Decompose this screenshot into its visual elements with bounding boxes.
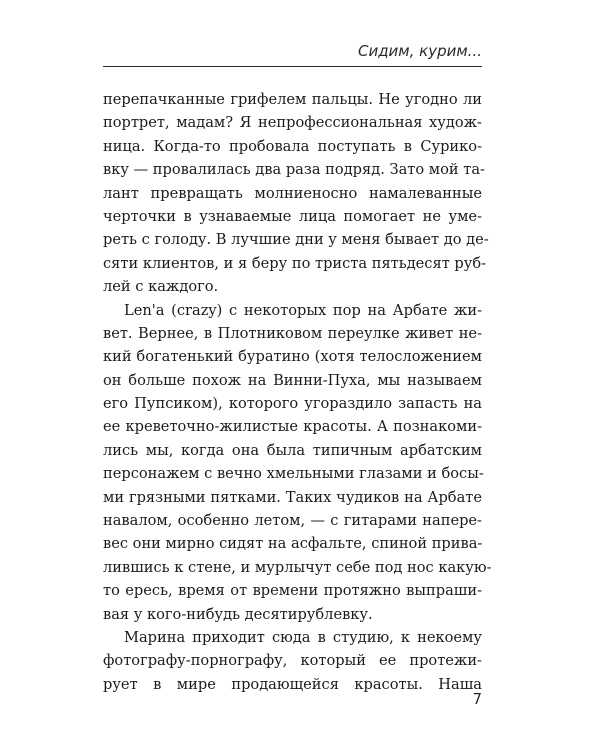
header-rule xyxy=(103,66,482,67)
text-line: вая у кого-нибудь десятирублевку. xyxy=(103,605,373,623)
text-line: лившись к стене, и мурлычут себе под нос какую- xyxy=(103,558,492,576)
body-text xyxy=(103,88,492,696)
paragraph xyxy=(103,88,489,299)
text-line: черточки в узнаваемые лица помогает не уме- xyxy=(103,207,482,225)
text-line: ница. Когда-то пробовала поступать в Сурико- xyxy=(103,137,482,155)
text-line: фотографу-порнографу, который ее протежи- xyxy=(103,652,482,670)
paragraph xyxy=(103,626,482,696)
text-line: реть с голоду. В лучшие дни у меня бывает до де- xyxy=(103,231,489,249)
page-number: 7 xyxy=(472,690,482,708)
text-line: лей с каждого. xyxy=(103,278,219,296)
paragraph xyxy=(103,299,492,626)
text-line: лант превращать молниеносно намалеванные xyxy=(103,184,482,202)
text-line: перепачканные грифелем пальцы. Не угодно ли xyxy=(103,91,482,108)
text-line: ее креветочно-жилистые красоты. А познакоми- xyxy=(103,418,482,436)
text-line: Len'a (crazy) с некоторых пор на Арбате жи- xyxy=(124,301,482,319)
text-line: вет. Вернее, в Плотниковом переулке живет не- xyxy=(103,324,482,342)
text-line: портрет, мадам? Я непрофессиональная худож- xyxy=(103,114,482,132)
text-line: рует в мире продающейся красоты. Наша xyxy=(103,675,482,693)
text-line: Марина приходит сюда в студию, к некоему xyxy=(124,628,482,646)
text-line: кий богатенький буратино (хотя телосложением xyxy=(103,348,482,366)
text-line: вес они мирно сидят на асфальте, спиной прива- xyxy=(103,535,483,553)
text-line: его Пупсиком), которого угораздило запасть на xyxy=(103,395,482,413)
text-line: вку — провалилась два раза подряд. Зато мой та- xyxy=(103,161,485,179)
running-head: Сидим, курим... xyxy=(357,42,482,60)
text-line: ми грязными пятками. Таких чудиков на Арбате xyxy=(103,488,482,506)
text-line: то ересь, время от времени протяжно выпраши- xyxy=(103,582,482,600)
text-line: персонажем с вечно хмельными глазами и босы- xyxy=(103,465,484,483)
text-line: лись мы, когда она была типичным арбатским xyxy=(103,441,482,459)
text-line: сяти клиентов, и я беру по триста пятьдесят руб- xyxy=(103,254,487,272)
text-line: он больше похож на Винни-Пуха, мы называем xyxy=(103,371,482,389)
text-line: навалом, особенно летом, — с гитарами напере- xyxy=(103,512,482,530)
